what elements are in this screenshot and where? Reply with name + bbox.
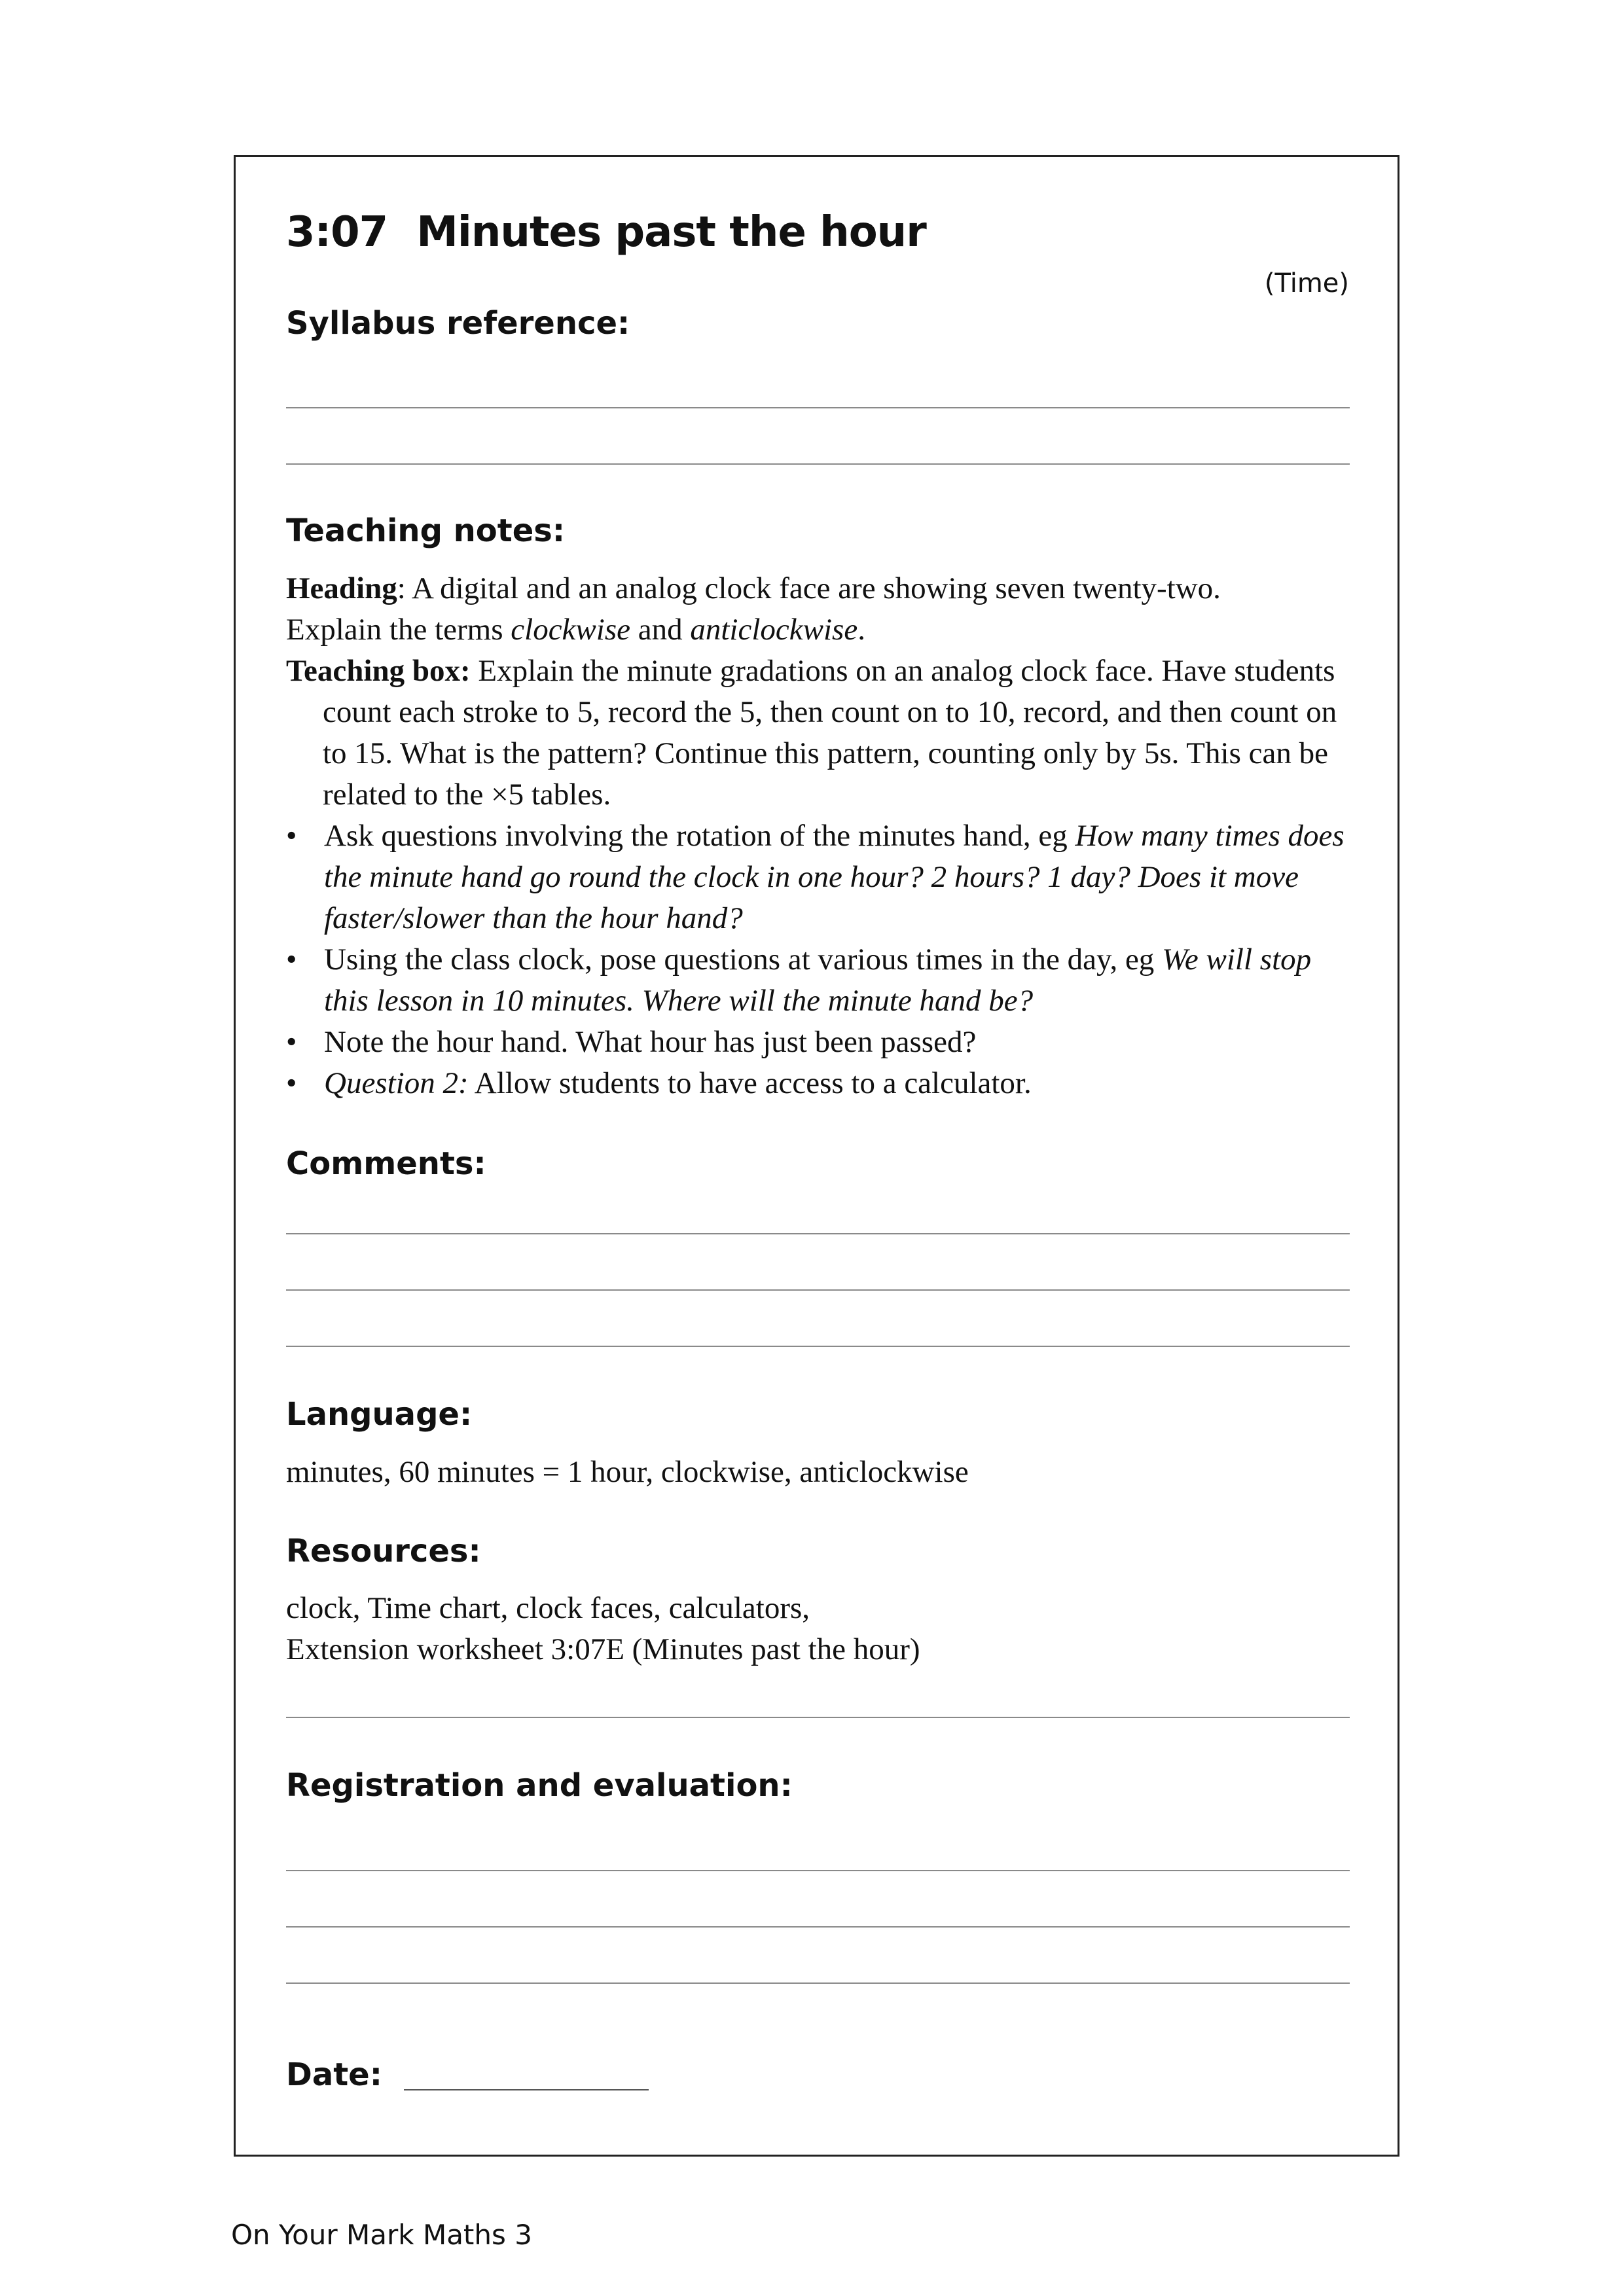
syllabus-line-2[interactable]: [286, 463, 1350, 465]
comments-line-2[interactable]: [286, 1289, 1350, 1291]
language-text: minutes, 60 minutes = 1 hour, clockwise, anticlockwise: [286, 1455, 969, 1489]
registration-line-1[interactable]: [286, 1870, 1350, 1871]
registration-line-3[interactable]: [286, 1982, 1350, 1984]
resources-text: [286, 1588, 1360, 1670]
teaching-box-note: Teaching box: Explain the minute gradations on an analog clock face. Have students count each stroke to 5, record the 5, then count on to 10, record, and then count on to 15. What is the pattern? Continue this pattern, counting only by 5s. This can be related to the ×5 tables.: [286, 654, 1337, 812]
heading-note: Heading: A digital and an analog clock face are showing seven twenty-two.: [286, 571, 1221, 605]
bullet-icon: •: [286, 819, 297, 853]
comments-line-3[interactable]: [286, 1346, 1350, 1347]
bullet-icon: •: [286, 1066, 297, 1100]
comments-line-1[interactable]: [286, 1233, 1350, 1234]
page-title: [286, 208, 926, 257]
list-item: • Question 2: Allow students to have access to a calculator.: [286, 1063, 1360, 1104]
language-heading: Language:: [286, 1396, 473, 1433]
list-item: • Note the hour hand. What hour has just been passed?: [286, 1022, 1360, 1063]
resources-line: Extension worksheet 3:07E (Minutes past the hour): [286, 1632, 920, 1666]
registration-line-2[interactable]: [286, 1926, 1350, 1928]
registration-heading: Registration and evaluation:: [286, 1767, 793, 1804]
resources-heading: Resources:: [286, 1533, 481, 1570]
syllabus-line-1[interactable]: [286, 407, 1350, 408]
list-item: • Ask questions involving the rotation of the minutes hand, eg How many times does the minute hand go round the clock in one hour? 2 hours? 1 day? Does it move faster/slower than the hour hand?: [286, 816, 1360, 939]
date-label: Date:: [286, 2056, 382, 2093]
book-footer: On Your Mark Maths 3: [231, 2219, 532, 2251]
resources-line: clock, Time chart, clock faces, calculators,: [286, 1591, 810, 1625]
bullet-icon: •: [286, 1025, 297, 1059]
syllabus-heading: Syllabus reference:: [286, 305, 630, 342]
teaching-notes-body: [286, 568, 1360, 1104]
bullet-icon: •: [286, 942, 297, 977]
list-item: • Using the class clock, pose questions at various times in the day, eg We will stop this lesson in 10 minutes. Where will the minute hand be?: [286, 939, 1360, 1022]
terms-note: Explain the terms clockwise and anticlockwise.: [286, 613, 865, 647]
resources-rule: [286, 1717, 1350, 1718]
strand-label: (Time): [1264, 268, 1349, 298]
date-field[interactable]: [404, 2089, 649, 2090]
comments-heading: Comments:: [286, 1145, 486, 1182]
teaching-notes-heading: Teaching notes:: [286, 512, 566, 549]
lesson-title: Minutes past the hour: [416, 208, 926, 257]
lesson-number: 3:07: [286, 208, 388, 257]
